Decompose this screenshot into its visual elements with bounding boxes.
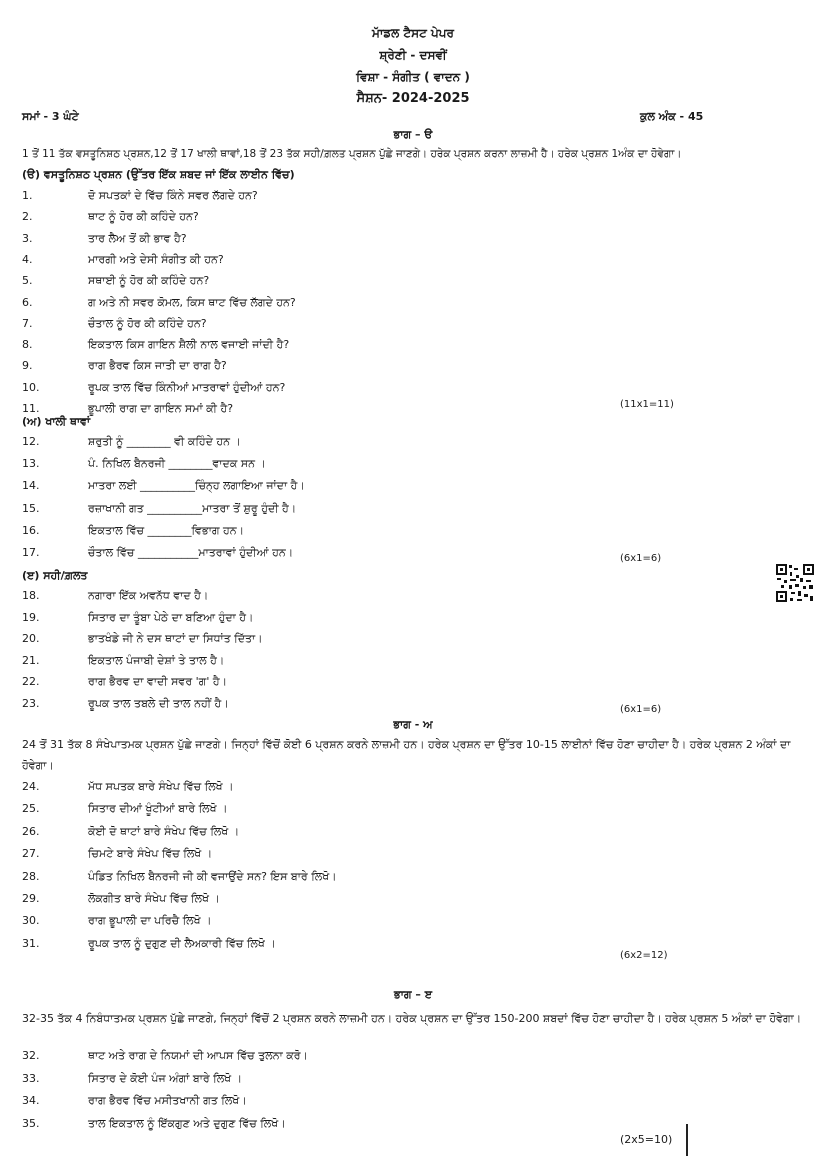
question-text: ਸਿਤਾਰ ਦੇ ਕੋਈ ਪੰਜ ਅੰਗਾਂ ਬਾਰੇ ਲਿਖੋ ।: [88, 1071, 243, 1085]
question-number: 17.: [22, 546, 40, 559]
question-text: ਨਗਾਰਾ ਇੱਕ ਅਵਨੱਧ ਵਾਦ ਹੈ।: [88, 589, 209, 602]
question-text: ਸਥਾਈ ਨੂੰ ਹੋਰ ਕੀ ਕਹਿੰਦੇ ਹਨ?: [88, 274, 210, 288]
question-number: 32.: [22, 1049, 40, 1062]
question-number: 28.: [22, 869, 40, 883]
total-marks-label: ਕੁਲ ਅੰਕ - 45: [640, 110, 704, 123]
question-text: ਰਾਗ ਭੈਰਵ ਕਿਸ ਜਾਤੀ ਦਾ ਰਾਗ ਹੈ?: [88, 359, 227, 373]
question-text: ਇਕਤਾਲ ਪੰਜਾਬੀ ਦੇਸ਼ਾਂ ਤੇ ਤਾਲ ਹੈ।: [88, 653, 225, 667]
question-number: 7.: [22, 316, 33, 330]
question-number: 11.: [22, 402, 40, 415]
part-a-instruction: 1 ਤੋਂ 11 ਤੱਕ ਵਸਤੂਨਿਸ਼ਠ ਪ੍ਰਸ਼ਨ,12 ਤੋਂ 17 ਖਾਲੀ ਥਾਵਾਂ,18 ਤੋਂ 23 ਤੱਕ ਸਹੀ/ਗ਼ਲਤ ਪ੍ਰਸ਼ਨ ਪੁੱਛੇ ਜਾਣਗੇ। ਹਰੇਕ ਪ੍ਰਸ਼ਨ ਕਰਨਾ ਲਾਜ਼ਮੀ ਹੈ। ਹਰੇਕ ਪ੍ਰਸ਼ਨ 1ਅੰਕ ਦਾ ਹੋਵੇਗਾ।: [22, 148, 682, 160]
question-text: ਭਾਤਖੰਡੇ ਜੀ ਨੇ ਦਸ ਥਾਟਾਂ ਦਾ ਸਿਧਾਂਤ ਦਿੱਤਾ।: [88, 632, 263, 646]
question-number: 6.: [22, 295, 33, 309]
question-text: ਪੰ. ਨਿਖਿਲ ਬੈਨਰਜੀ ________ਵਾਦਕ ਸਨ ।: [88, 457, 266, 471]
question-text: ਦੋ ਸਪਤਕਾਂ ਦੇ ਵਿੱਚ ਕਿੰਨੇ ਸਵਰ ਲੱਗਦੇ ਹਨ?: [88, 189, 258, 202]
section-truefalse-heading: (ੲ) ਸਹੀ/ਗ਼ਲਤ: [22, 569, 88, 582]
marks-part-b: (6x2=12): [620, 950, 668, 961]
section-blanks-heading: (ਅ) ਖਾਲੀ ਥਾਵਾਂ: [22, 415, 91, 428]
section-objective-heading: (ੳ) ਵਸਤੂਨਿਸ਼ਠ ਪ੍ਰਸ਼ਨ (ਉੱਤਰ ਇੱਕ ਸ਼ਬਦ ਜਾਂ ਇੱਕ ਲਾਈਨ ਵਿੱਚ): [22, 168, 295, 181]
question-number: 25.: [22, 802, 40, 816]
question-text: ਮੱਧ ਸਪਤਕ ਬਾਰੇ ਸੰਖੇਪ ਵਿੱਚ ਲਿਖੋ ।: [88, 780, 234, 793]
question-number: 12.: [22, 435, 40, 448]
question-text: ਚਿਮਟੇ ਬਾਰੇ ਸੰਖੇਪ ਵਿੱਚ ਲਿਖੋ ।: [88, 847, 213, 861]
session-line: ਸੈਸ਼ਨ- 2024-2025: [356, 91, 470, 106]
question-text: ਰੂਪਕ ਤਾਲ ਨੂੰ ਦੁਗੁਣ ਦੀ ਲੈਅਕਾਰੀ ਵਿੱਚ ਲਿਖੋ ।: [88, 936, 276, 950]
part-b-instruction: 24 ਤੋਂ 31 ਤੱਕ 8 ਸੰਖੇਪਾਤਮਕ ਪ੍ਰਸ਼ਨ ਪੁੱਛੇ ਜਾਣਗੇ। ਜਿਨ੍ਹਾਂ ਵਿੱਚੋਂ ਕੋਈ 6 ਪ੍ਰਸ਼ਨ ਕਰਨੇ ਲਾਜ਼ਮੀ ਹਨ। ਹਰੇਕ ਪ੍ਰਸ਼ਨ ਦਾ ਉੱਤਰ 10-15 ਲਾਈਨਾਂ ਵਿੱਚ ਹੋਣਾ ਚਾਹੀਦਾ ਹੈ। ਹਰੇਕ ਪ੍ਰਸ਼ਨ 2 ਅੰਕਾਂ ਦਾ ਹੋਵੇਗਾ।: [22, 738, 791, 772]
question-number: 27.: [22, 847, 40, 861]
question-text: ਮਾਰਗੀ ਅਤੇ ਦੇਸੀ ਸੰਗੀਤ ਕੀ ਹਨ?: [88, 252, 224, 266]
question-number: 9.: [22, 359, 33, 373]
question-text: ਰਾਗ ਭੈਰਵ ਵਿੱਚ ਮਸੀਤਖਾਨੀ ਗਤ ਲਿਖੋ।: [88, 1094, 247, 1107]
question-text: ਕੋਈ ਦੋ ਥਾਟਾਂ ਬਾਰੇ ਸੰਖੇਪ ਵਿੱਚ ਲਿਖੋ ।: [88, 824, 240, 838]
question-number: 19.: [22, 610, 40, 624]
question-number: 20.: [22, 632, 40, 646]
question-number: 3.: [22, 231, 33, 245]
question-number: 31.: [22, 936, 40, 950]
ink-mark: [686, 1124, 688, 1156]
question-number: 21.: [22, 653, 40, 667]
question-text: ਤਾਲ ਇਕਤਾਲ ਨੂੰ ਇੱਕਗੁਣ ਅਤੇ ਦੁਗੁਣ ਵਿੱਚ ਲਿਖੋ।: [88, 1116, 286, 1130]
question-number: 16.: [22, 523, 40, 537]
paper-title: ਮਾੱਡਲ ਟੈਸਟ ਪੇਪਰ: [372, 26, 454, 40]
question-number: 33.: [22, 1071, 40, 1085]
question-number: 22.: [22, 675, 40, 689]
class-line: ਸ਼੍ਰੇਣੀ - ਦਸਵੀਂ: [379, 48, 447, 62]
question-text: ਥਾਟ ਅਤੇ ਰਾਗ ਦੇ ਨਿਯਮਾਂ ਦੀ ਆਪਸ ਵਿੱਚ ਤੁਲਨਾ ਕਰੋ।: [88, 1049, 308, 1062]
marks-truefalse: (6x1=6): [620, 704, 662, 715]
question-number: 8.: [22, 338, 33, 352]
question-text: ਚੌਤਾਲ ਵਿੱਚ ___________ਮਾਤਰਾਵਾਂ ਹੁੰਦੀਆਂ ਹਨ।: [88, 546, 294, 559]
question-number: 1.: [22, 189, 33, 202]
question-number: 26.: [22, 824, 40, 838]
question-text: ਤਾਰ ਲੈਅ ਤੋਂ ਕੀ ਭਾਵ ਹੈ?: [88, 231, 187, 245]
question-text: ਰਾਗ ਭੈਰਵ ਦਾ ਵਾਦੀ ਸਵਰ 'ਗ' ਹੈ।: [88, 675, 228, 689]
question-text: ਰੂਪਕ ਤਾਲ ਤਬਲੇ ਦੀ ਤਾਲ ਨਹੀਂ ਹੈ।: [88, 697, 229, 710]
part-c-heading: ਭਾਗ – ੲ: [393, 988, 433, 1001]
question-number: 10.: [22, 380, 40, 394]
question-text: ਸ਼ਰੁਤੀ ਨੂੰ ________ ਵੀ ਕਹਿੰਦੇ ਹਨ ।: [88, 435, 241, 448]
question-number: 15.: [22, 501, 40, 515]
question-text: ਥਾਟ ਨੂੰ ਹੋਰ ਕੀ ਕਹਿੰਦੇ ਹਨ?: [88, 210, 199, 224]
question-text: ਪੰਡਿਤ ਨਿਖਿਲ ਬੈਨਰਜੀ ਜੀ ਕੀ ਵਜਾਉਂਦੇ ਸਨ? ਇਸ ਬਾਰੇ ਲਿਖੋ।: [88, 869, 337, 883]
question-number: 29.: [22, 892, 40, 905]
question-number: 5.: [22, 274, 33, 288]
question-text: ਲੋਕਗੀਤ ਬਾਰੇ ਸੰਖੇਪ ਵਿੱਚ ਲਿਖੋ ।: [88, 892, 220, 905]
subject-line: ਵਿਸ਼ਾ - ਸੰਗੀਤ ( ਵਾਦਨ ): [356, 70, 470, 84]
question-text: ਗ ਅਤੇ ਨੀ ਸਵਰ ਕੋਮਲ, ਕਿਸ ਥਾਟ ਵਿੱਚ ਲੱਗਦੇ ਹਨ?: [88, 295, 296, 309]
question-text: ਰਜ਼ਾਖਾਨੀ ਗਤ __________ਮਾਤਰਾ ਤੋਂ ਸ਼ੁਰੂ ਹੁੰਦੀ ਹੈ।: [88, 501, 297, 515]
question-text: ਰਾਗ ਭੂਪਾਲੀ ਦਾ ਪਰਿਚੈ ਲਿਖੋ ।: [88, 914, 212, 928]
part-b-heading: ਭਾਗ - ਅ: [393, 718, 433, 731]
question-text: ਭੂਪਾਲੀ ਰਾਗ ਦਾ ਗਾਇਨ ਸਮਾਂ ਕੀ ਹੈ?: [88, 402, 234, 415]
question-text: ਮਾਤਰਾ ਲਈ __________ਚਿੰਨ੍ਹ ਲਗਾਇਆ ਜਾਂਦਾ ਹੈ।: [88, 479, 305, 493]
question-text: ਸਿਤਾਰ ਦੀਆਂ ਖੂੰਟੀਆਂ ਬਾਰੇ ਲਿਖੋ ।: [88, 802, 228, 816]
part-c-instruction: 32-35 ਤੱਕ 4 ਨਿਬੰਧਾਤਮਕ ਪ੍ਰਸ਼ਨ ਪੁੱਛੇ ਜਾਣਗੇ, ਜਿਨ੍ਹਾਂ ਵਿੱਚੋਂ 2 ਪ੍ਰਸ਼ਨ ਕਰਨੇ ਲਾਜ਼ਮੀ ਹਨ। ਹਰੇਕ ਪ੍ਰਸ਼ਨ ਦਾ ਉੱਤਰ 150-200 ਸ਼ਬਦਾਂ ਵਿੱਚ ਹੋਣਾ ਚਾਹੀਦਾ ਹੈ। ਹਰੇਕ ਪ੍ਰਸ਼ਨ 5 ਅੰਕਾਂ ਦਾ ਹੋਵੇਗਾ।: [22, 1012, 802, 1025]
question-text: ਇਕਤਾਲ ਵਿੱਚ ________ਵਿਭਾਗ ਹਨ।: [88, 523, 245, 537]
question-text: ਇਕਤਾਲ ਕਿਸ ਗਾਇਨ ਸ਼ੈਲੀ ਨਾਲ ਵਜਾਈ ਜਾਂਦੀ ਹੈ?: [88, 338, 290, 352]
question-number: 13.: [22, 457, 40, 471]
time-label: ਸਮਾਂ - 3 ਘੰਟੇ: [22, 110, 79, 123]
question-number: 2.: [22, 210, 33, 224]
question-text: ਰੂਪਕ ਤਾਲ ਵਿੱਚ ਕਿੰਨੀਆਂ ਮਾਤਰਾਵਾਂ ਹੁੰਦੀਆਂ ਹਨ?: [88, 380, 286, 394]
question-number: 14.: [22, 479, 40, 493]
marks-part-c: (2x5=10): [620, 1133, 673, 1146]
question-number: 4.: [22, 252, 33, 266]
marks-blanks: (6x1=6): [620, 553, 662, 564]
part-a-heading: ਭਾਗ – ੳ: [393, 128, 433, 141]
question-number: 24.: [22, 780, 40, 793]
qr-code-icon: [775, 563, 815, 603]
marks-objective: (11x1=11): [620, 399, 674, 410]
question-number: 30.: [22, 914, 40, 928]
question-number: 34.: [22, 1094, 40, 1107]
question-number: 18.: [22, 589, 40, 602]
question-number: 23.: [22, 697, 40, 710]
question-number: 35.: [22, 1116, 40, 1130]
question-text: ਸਿਤਾਰ ਦਾ ਤੂੰਬਾ ਪੇਠੇ ਦਾ ਬਣਿਆ ਹੁੰਦਾ ਹੈ।: [88, 610, 254, 624]
question-text: ਚੌਤਾਲ ਨੂੰ ਹੋਰ ਕੀ ਕਹਿੰਦੇ ਹਨ?: [88, 316, 207, 330]
